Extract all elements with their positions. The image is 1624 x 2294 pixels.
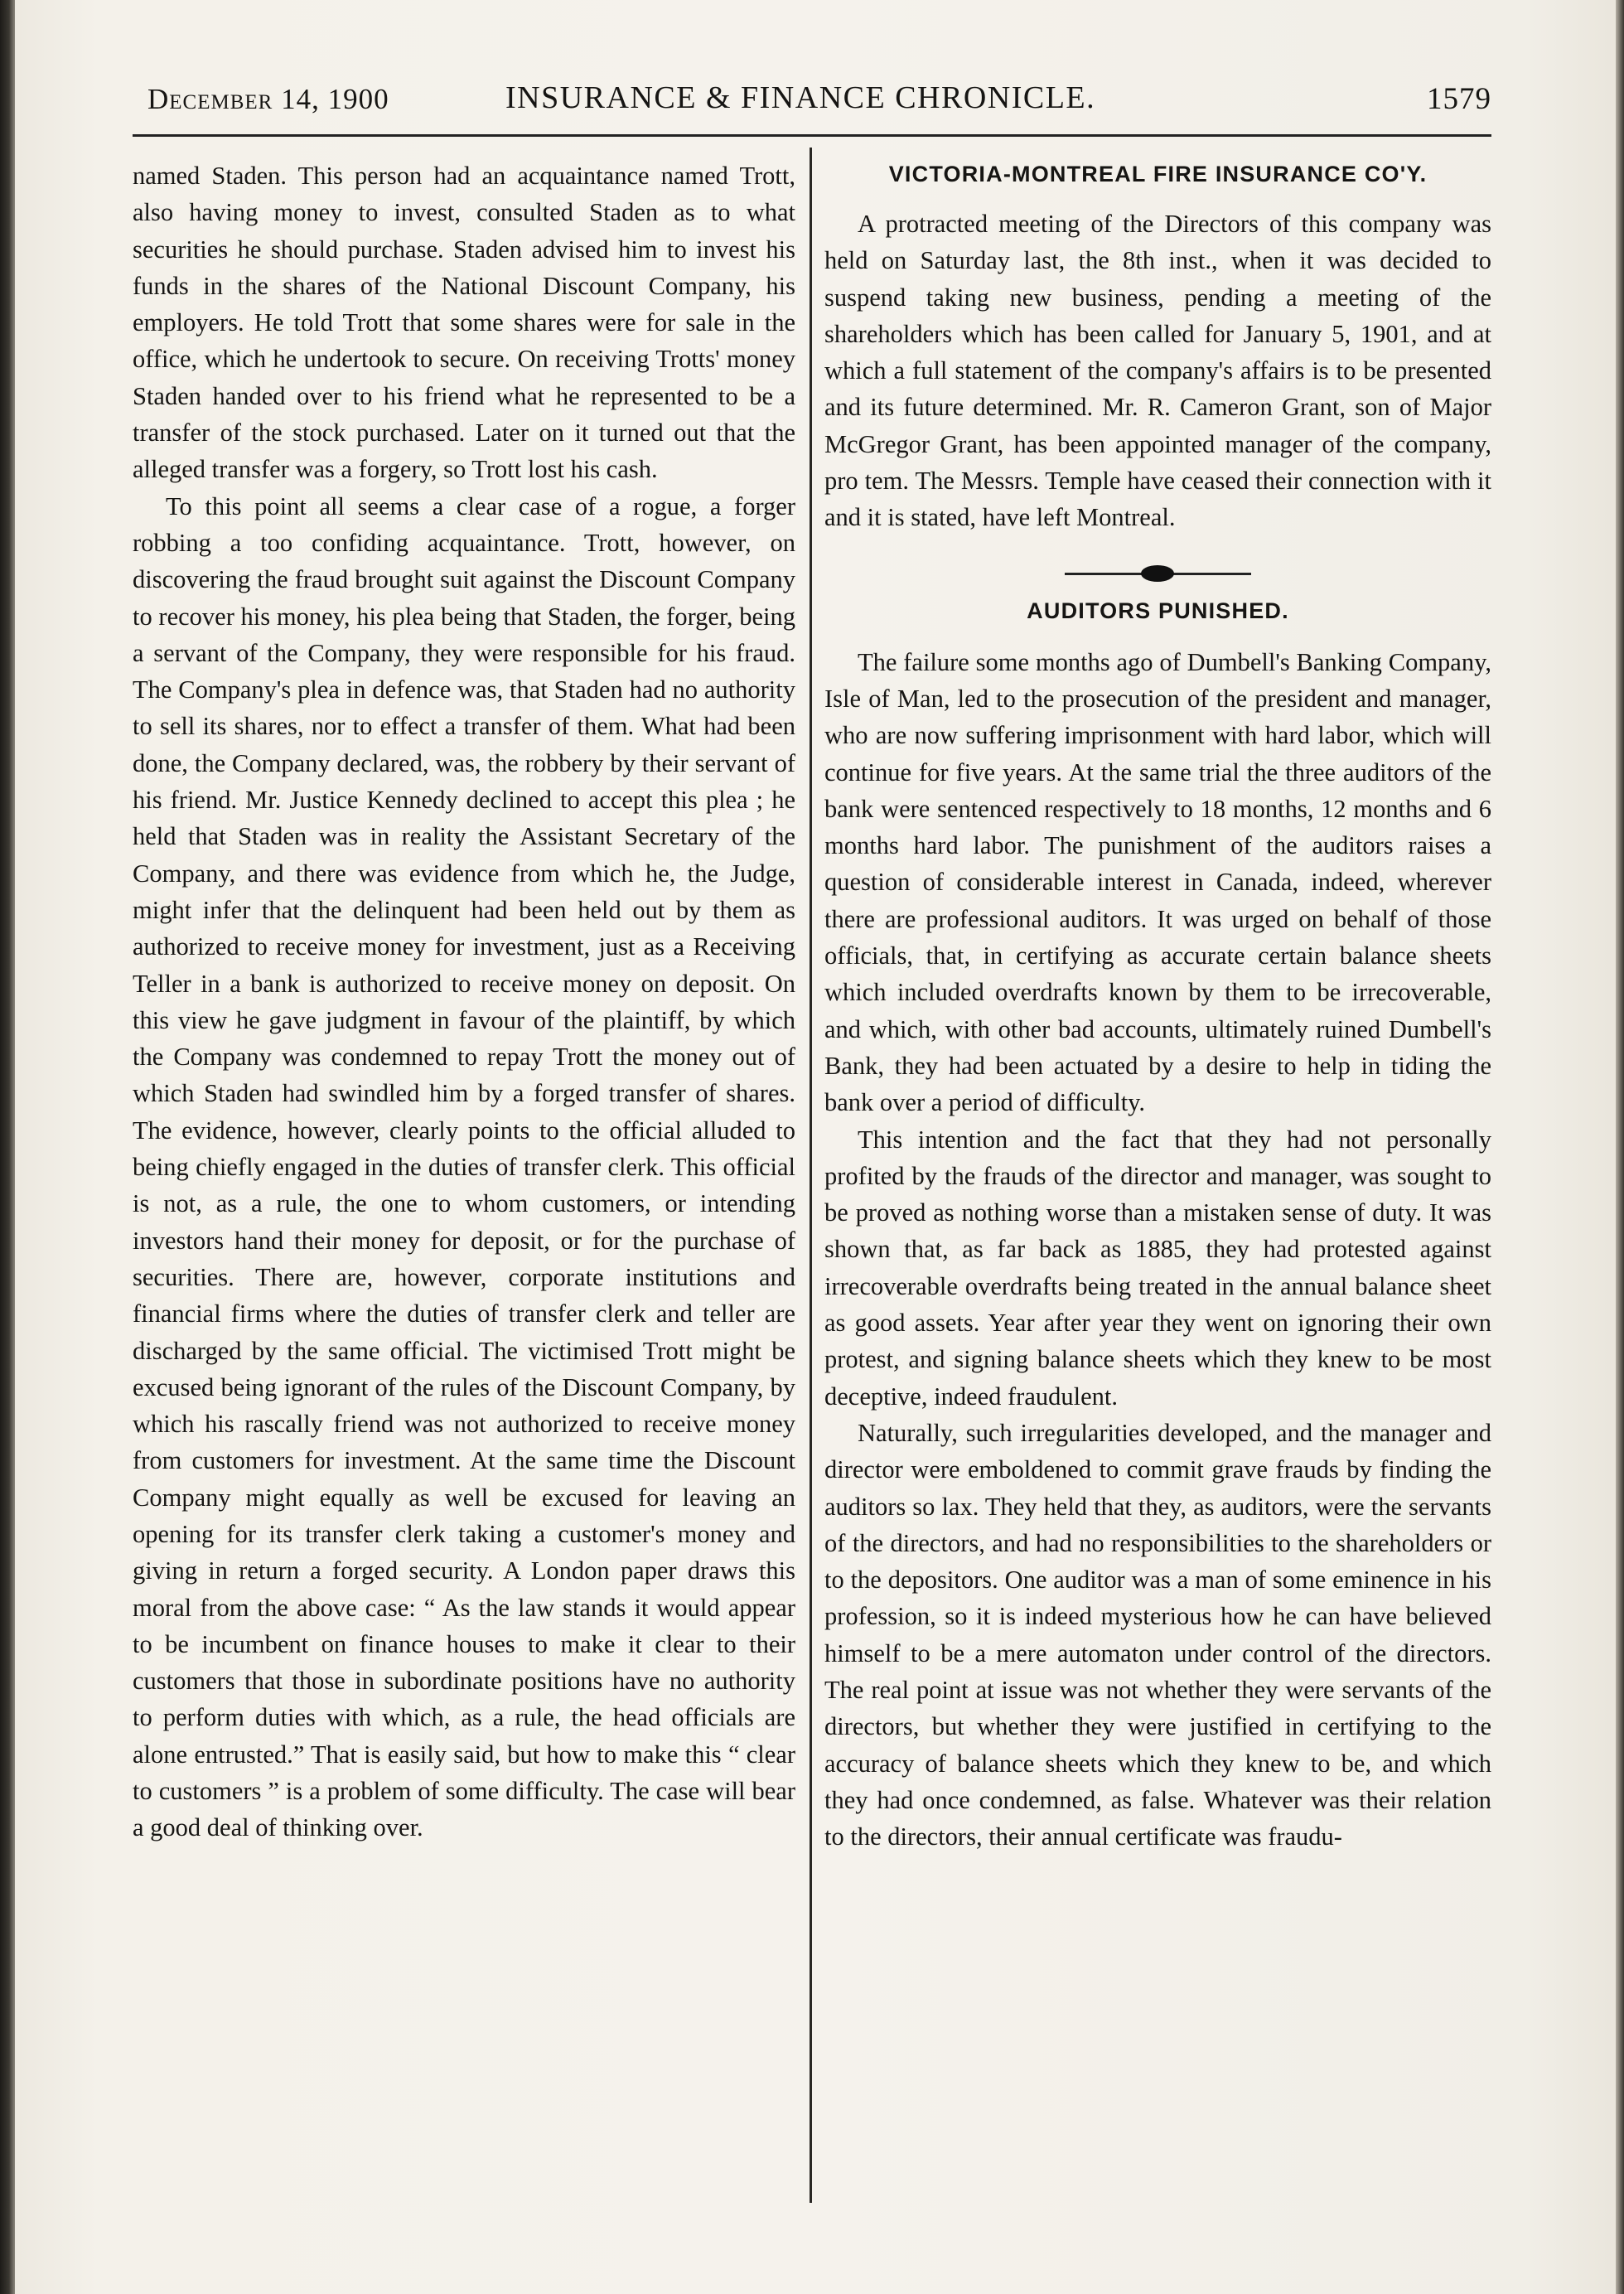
section-divider bbox=[824, 559, 1491, 589]
auditors-paragraph-2: This intention and the fact that they had not personally profited by the frauds of the director and manager, was sought to be proved as nothing worse than a mistaken sense of duty. It was shown that, as far back as 1885, they had protested against irrecoverable overdrafts being treated in the annual balance sheet as good assets. Year after year they went on ignoring their own protest, and signing balance sheets which they knew to be most deceptive, indeed fraudulent. bbox=[824, 1125, 1491, 1411]
scan-edge-left bbox=[0, 0, 15, 2294]
section-title-victoria-montreal: VICTORIA-MONTREAL FIRE INSURANCE CO'Y. bbox=[888, 162, 1428, 186]
section-title-auditors-punished: AUDITORS PUNISHED. bbox=[1027, 598, 1289, 623]
header-page-number: 1579 bbox=[1427, 82, 1491, 116]
running-head bbox=[141, 80, 1491, 123]
header-title: INSURANCE & FINANCE CHRONICLE. bbox=[505, 80, 1096, 115]
divider-ornament bbox=[1141, 565, 1174, 582]
column-rule bbox=[810, 148, 812, 2203]
victoria-montreal-paragraph-1: A protracted meeting of the Directors of this company was held on Saturday last, the 8th inst., when it was decided to suspend taking new business, pending a meeting of the shareholders which has been called for January 5, 1901, and at which a full statement of the company's affairs is to be presented and its future determined. Mr. R. Cameron Grant, son of Major McGregor Grant, has been appointed manager of the company, pro tem. The Messrs. Temple have ceased their connection with it and it is stated, have left Montreal. bbox=[824, 210, 1491, 532]
left-paragraph-2: To this point all seems a clear case of a rogue, a forger robbing a too confiding acquaintance. Trott, however, on discovering the fraud brought suit against the Discount Company to recover his money, his plea being that Staden, the forger, being a servant of the Company, they were responsible for his fraud. The Company's plea in defence was, that Staden had no authority to sell its shares, nor to effect a transfer of them. What had been done, the Company declared, was, the robbery by their servant of his friend. Mr. Justice Kennedy declined to accept this plea ; he held that Staden was in reality the Assistant Secretary of the Company, and there was evidence from which he, the Judge, might infer that the delinquent had been held out by them as authorized to receive money for investment, just as a Receiving Teller in a bank is authorized to receive money on deposit. On this view he gave judgment in favour of the plaintiff, by which the Company was condemned to repay Trott the money out of which Staden had swindled him by a forged transfer of shares. The evidence, however, clearly points to the official alluded to being chiefly engaged in the duties of transfer clerk. This official is not, as a rule, the one to whom customers, or intending investors hand their money for deposit, or for the purchase of securities. There are, however, corporate institutions and financial firms where the duties of transfer clerk and teller are discharged by the same official. The victimised Trott might be excused being ignorant of the rules of the Discount Company, by which his rascally friend was not authorized to receive money from customers for investment. At the same time the Discount Company might equally as well be excused for leaving an opening for its transfer clerk taking a customer's money and giving in return a forged security. A London paper draws this moral from the above case: “ As the law stands it would appear to be incumbent on finance houses to make it clear to their customers that those in subordinate positions have no authority to perform duties with which, as a rule, the head officials are alone entrusted.” That is easily said, but how to make this “ clear to customers ” is a problem of some difficulty. The case will bear a good deal of thinking over. bbox=[133, 491, 795, 1842]
header-rule bbox=[133, 134, 1491, 137]
scan-edge-right bbox=[1616, 0, 1624, 2294]
left-paragraph-1: named Staden. This person had an acquaintance named Trott, also having money to invest, consulted Staden as to what securities he should purchase. Staden advised him to invest his funds in the shares of the National Discount Company, his employers. He told Trott that some shares were for sale in the office, which he undertook to secure. On receiving Trotts' money Staden handed over to his friend what he represented to be a transfer of the stock purchased. Later on it turned out that the alleged transfer was a forgery, so Trott lost his cash. bbox=[133, 162, 795, 484]
right-column bbox=[824, 157, 1491, 1855]
auditors-paragraph-3: Naturally, such irregularities developed, and the manager and director were emboldened to commit grave frauds by finding the auditors so lax. They held that they, as auditors, were the servants of the directors, and had no responsibilities to the shareholders or to the depositors. One auditor was a man of some eminence in his profession, so it is indeed mysterious how he can have believed himself to be a mere automaton under control of the directors. The real point at issue was not whether they were servants of the directors, but whether they were justified in certifying to the accuracy of balance sheets which they knew to be, and which they had once condemned, as false. Whatever was their relation to the directors, their annual certificate was fraudu- bbox=[824, 1418, 1491, 1851]
left-column bbox=[133, 157, 795, 1846]
header-date: December 14, 1900 bbox=[147, 83, 389, 115]
auditors-paragraph-1: The failure some months ago of Dumbell's Banking Company, Isle of Man, led to the prosecution of the president and manager, who are now suffering imprisonment with hard labor, which will continue for five years. At the same trial the three auditors of the bank were sentenced respectively to 18 months, 12 months and 6 months hard labor. The punishment of the auditors raises a question of considerable interest in Canada, indeed, wherever there are professional auditors. It was urged on behalf of those officials, that, in certifying as accurate certain balance sheets which included overdrafts known by them to be irrecoverable, and which, with other bad accounts, ultimately ruined Dumbell's Bank, they had been actuated by a desire to help in tiding the bank over a period of difficulty. bbox=[824, 647, 1491, 1117]
